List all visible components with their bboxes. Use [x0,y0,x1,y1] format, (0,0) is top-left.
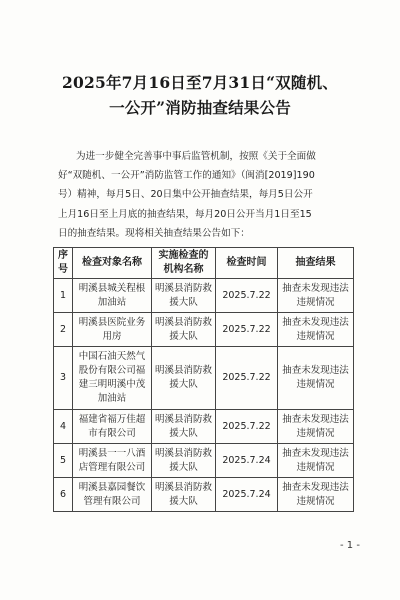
cell-inspection-date: 2025.7.24 [216,478,278,512]
header-inspected-object: 检查对象名称 [73,248,152,279]
cell-inspection-result: 抽查未发现违法违规情况 [278,279,354,313]
table-row [54,313,354,347]
table-row [54,410,354,444]
cell-inspecting-agency: 明溪县消防救援大队 [152,444,216,478]
cell-serial-number: 3 [54,347,73,410]
cell-inspected-object: 福建省福万佳超市有限公司 [73,410,152,444]
table-header-row [54,248,354,279]
cell-inspected-object: 明溪县城关程根加油站 [73,279,152,313]
header-inspecting-agency: 实施检查的机构名称 [152,248,216,279]
cell-inspected-object: 中国石油天然气股份有限公司福建三明明溪中茂加油站 [73,347,152,410]
document-title-line-1: 2025年7月16日至7月31日“双随机、 [62,73,338,92]
intro-paragraph-line: 为进一步健全完善事中事后监管机制，按照《关于全面做 [76,151,316,162]
table-row [54,478,354,512]
cell-inspecting-agency: 明溪县消防救援大队 [152,347,216,410]
header-serial-number: 序号 [54,248,73,279]
cell-inspection-result: 抽查未发现违法违规情况 [278,444,354,478]
table-row [54,347,354,410]
cell-inspection-date: 2025.7.24 [216,444,278,478]
intro-paragraph-line: 号）精神，每月5日、20日集中公开抽查结果，每月5日公开 [58,189,313,200]
cell-serial-number: 4 [54,410,73,444]
intro-paragraph-line: 好“双随机、一公开”消防监管工作的通知》（闽消[2019]190 [58,170,315,181]
cell-inspection-result: 抽查未发现违法违规情况 [278,313,354,347]
cell-inspecting-agency: 明溪县消防救援大队 [152,478,216,512]
table-row [54,279,354,313]
cell-inspected-object: 明溪县嘉园餐饮管理有限公司 [73,478,152,512]
cell-inspected-object: 明溪县一一八酒店管理有限公司 [73,444,152,478]
header-inspection-date: 检查时间 [216,248,278,279]
cell-inspection-date: 2025.7.22 [216,410,278,444]
cell-inspection-date: 2025.7.22 [216,347,278,410]
cell-inspecting-agency: 明溪县消防救援大队 [152,313,216,347]
header-inspection-result: 抽查结果 [278,248,354,279]
results-table [53,247,354,512]
cell-inspection-date: 2025.7.22 [216,313,278,347]
table-row [54,444,354,478]
cell-serial-number: 5 [54,444,73,478]
cell-inspecting-agency: 明溪县消防救援大队 [152,410,216,444]
cell-serial-number: 2 [54,313,73,347]
cell-inspection-date: 2025.7.22 [216,279,278,313]
intro-paragraph-line: 日的抽查结果。现将相关抽查结果公告如下： [58,228,250,239]
page-number: - 1 - [340,540,360,551]
cell-inspecting-agency: 明溪县消防救援大队 [152,279,216,313]
cell-serial-number: 6 [54,478,73,512]
cell-serial-number: 1 [54,279,73,313]
intro-paragraph-line: 上月16日至上月底的抽查结果，每月20日公开当月1日至15 [58,209,312,220]
cell-inspection-result: 抽查未发现违法违规情况 [278,478,354,512]
cell-inspected-object: 明溪县医院业务用房 [73,313,152,347]
document-title-line-2: 一公开”消防抽查结果公告 [109,98,291,117]
cell-inspection-result: 抽查未发现违法违规情况 [278,347,354,410]
cell-inspection-result: 抽查未发现违法违规情况 [278,410,354,444]
